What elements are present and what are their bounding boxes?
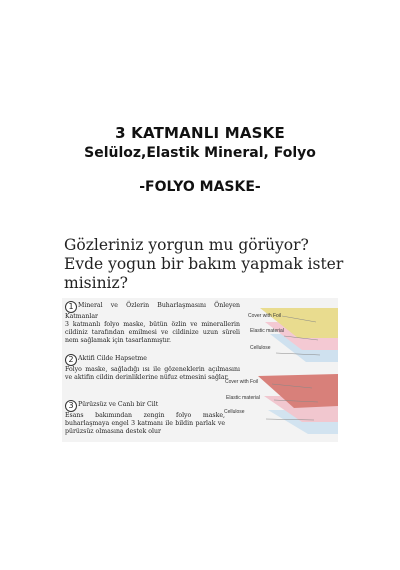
- section-1-number: 1: [65, 301, 77, 313]
- title-layer-materials: Selüloz,Elastik Mineral, Folyo: [84, 145, 316, 161]
- info-panel: [62, 298, 338, 442]
- section-2-number: 2: [65, 354, 77, 366]
- intro-line-3: misiniz?: [64, 274, 128, 292]
- top-cellulose-label: Cellulose: [250, 345, 271, 351]
- section-3-title: Pürüzsüz ve Canlı bir Cilt: [78, 401, 159, 408]
- intro-text: [64, 236, 364, 293]
- bottom-foil-label: Cover with Foil: [225, 379, 259, 385]
- section-2-body: Folyo maske, sağladığı ısı ile gözeneklerin açılmasını ve aktifin cildin derinliklerine nüfuz etmesini sağlar.: [65, 366, 240, 382]
- title-foil-mask: -FOLYO MASKE-: [139, 179, 261, 195]
- title-three-layer-mask: 3 KATMANLI MASKE: [115, 124, 285, 142]
- intro-line-2: Evde yogun bir bakım yapmak ister: [64, 255, 344, 273]
- section-1-title: Mineral ve Özlerin Buharlaşmasını Önleyen Katmanlar: [65, 302, 240, 320]
- top-elastic-label: Elastic material: [250, 328, 284, 334]
- top-foil-label: Cover with Foil: [248, 313, 282, 319]
- section-3-body: Esans bakımından zengin folyo maske, buharlaşmaya engel 3 katmanı ile bildin parlak ve pürüzsüz olmasına destek olur: [65, 412, 225, 436]
- section-1-body: 3 katmanlı folyo maske, bütün özlin ve minerallerin cildiniz tarafından emilmesi ve cildinize uzun süreli nem sağlamak için tasarlanmıştır.: [65, 321, 240, 345]
- bottom-foil-layer: [258, 374, 338, 408]
- bottom-elastic-label: Elastic material: [226, 395, 260, 401]
- mask-layer-diagram: [62, 298, 338, 442]
- section-2-title: Aktifi Cilde Hapsetme: [78, 355, 147, 362]
- section-3-number: 3: [65, 400, 77, 412]
- bottom-cellulose-label: Cellulose: [224, 409, 245, 415]
- intro-line-1: Gözleriniz yorgun mu görüyor?: [64, 236, 309, 254]
